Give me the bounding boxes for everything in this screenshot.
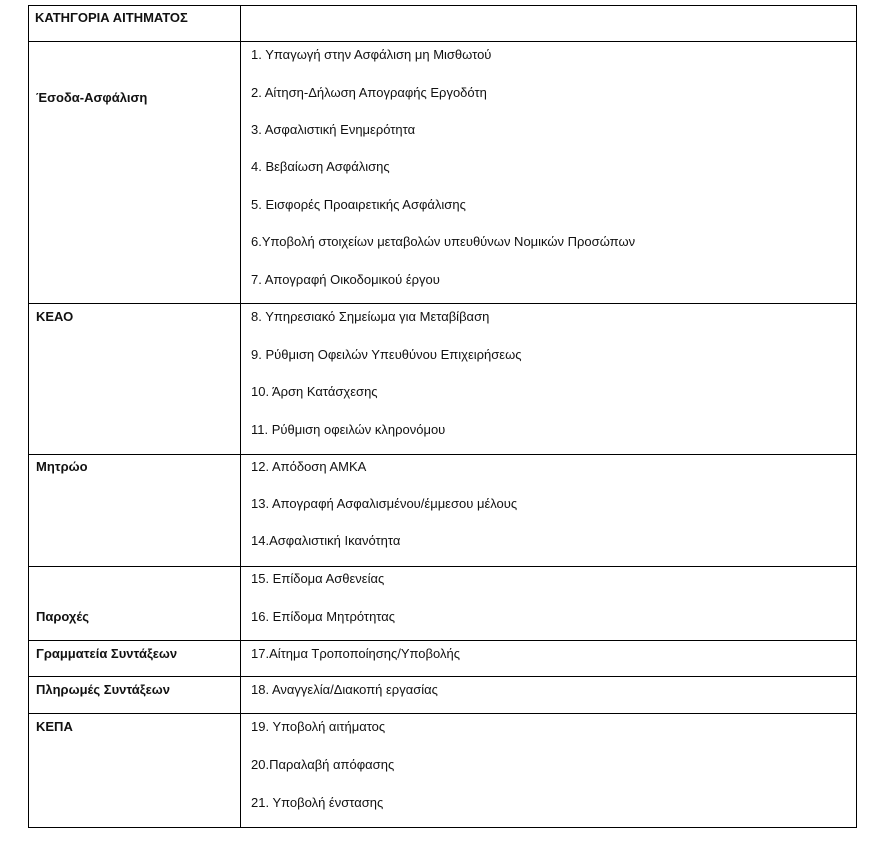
column-divider — [240, 5, 241, 828]
header-category-title: ΚΑΤΗΓΟΡΙΑ ΑΙΤΗΜΑΤΟΣ — [35, 10, 188, 25]
request-item: 11. Ρύθμιση οφειλών κληρονόμου — [251, 422, 446, 437]
category-label: Πληρωμές Συντάξεων — [36, 682, 170, 697]
category-label: Γραμματεία Συντάξεων — [36, 646, 178, 661]
category-label: ΚΕΠΑ — [36, 719, 73, 734]
request-item: 21. Υποβολή ένστασης — [251, 795, 384, 810]
request-item: 6.Υποβολή στοιχείων μεταβολών υπευθύνων Νομικών Προσώπων — [251, 234, 636, 249]
row-divider — [28, 640, 857, 641]
row-divider — [28, 676, 857, 677]
request-item: 1. Υπαγωγή στην Ασφάλιση μη Μισθωτού — [251, 47, 492, 62]
row-divider — [28, 566, 857, 567]
request-item: 17.Αίτημα Τροποποίησης/Υποβολής — [251, 646, 460, 661]
row-divider — [28, 713, 857, 714]
request-item: 4. Βεβαίωση Ασφάλισης — [251, 159, 390, 174]
request-item: 10. Άρση Κατάσχεσης — [251, 384, 378, 399]
table-border-right — [856, 5, 857, 828]
row-divider — [28, 454, 857, 455]
request-item: 7. Απογραφή Οικοδομικού έργου — [251, 272, 440, 287]
request-item: 13. Απογραφή Ασφαλισμένου/έμμεσου μέλους — [251, 496, 518, 511]
request-item: 8. Υπηρεσιακό Σημείωμα για Μεταβίβαση — [251, 309, 490, 324]
category-label: Παροχές — [36, 609, 90, 624]
table-border-left — [28, 5, 29, 828]
request-item: 9. Ρύθμιση Οφειλών Υπευθύνου Επιχειρήσεως — [251, 347, 522, 362]
request-item: 5. Εισφορές Προαιρετικής Ασφάλισης — [251, 197, 466, 212]
request-item: 20.Παραλαβή απόφασης — [251, 757, 395, 772]
request-item: 19. Υποβολή αιτήματος — [251, 719, 386, 734]
category-label: ΚΕΑΟ — [36, 309, 74, 324]
request-item: 12. Απόδοση ΑΜΚΑ — [251, 459, 367, 474]
row-divider — [28, 303, 857, 304]
request-item: 2. Αίτηση-Δήλωση Απογραφής Εργοδότη — [251, 85, 487, 100]
request-item: 16. Επίδομα Μητρότητας — [251, 609, 396, 624]
table-border-bottom — [28, 827, 857, 828]
request-item: 18. Αναγγελία/Διακοπή εργασίας — [251, 682, 438, 697]
category-label: Μητρώο — [36, 459, 88, 474]
request-item: 3. Ασφαλιστική Ενημερότητα — [251, 122, 416, 137]
row-divider — [28, 41, 857, 42]
category-label: Έσοδα-Ασφάλιση — [36, 90, 148, 105]
table-border-top — [28, 5, 857, 6]
request-item: 14.Ασφαλιστική Ικανότητα — [251, 533, 401, 548]
request-item: 15. Επίδομα Ασθενείας — [251, 571, 385, 586]
